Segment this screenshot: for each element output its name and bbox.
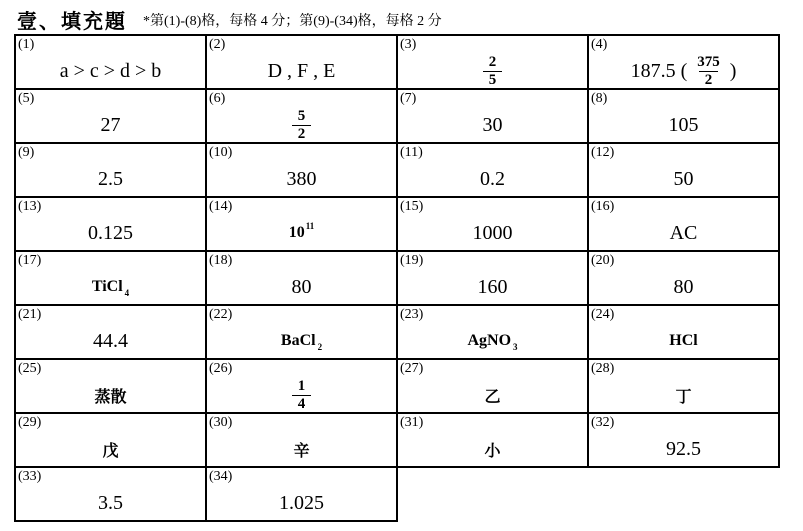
answer-cell-19	[397, 251, 588, 305]
answer-cell-29	[15, 413, 206, 467]
formula-base: TiCl	[91, 278, 123, 295]
answer-table	[14, 34, 780, 522]
cell-answer: 小	[484, 442, 501, 460]
cell-number: (4)	[591, 37, 608, 52]
answer-suffix: )	[729, 59, 737, 82]
answer-cell-1	[15, 35, 206, 89]
cell-number: (10)	[209, 145, 233, 160]
table-row	[15, 467, 779, 521]
fraction	[483, 54, 503, 89]
formula-base: BaCl	[280, 332, 316, 349]
scoring-note: *第(1)-(8)格，每格 4 分；第(9)-(34)格，每格 2 分	[143, 13, 442, 29]
cell-answer: HCl	[669, 332, 698, 349]
cell-answer: 27	[100, 113, 121, 136]
answer-cell-25	[15, 359, 206, 413]
answer-cell-11	[397, 143, 588, 197]
empty-cell	[397, 467, 588, 521]
cell-number: (24)	[591, 307, 615, 322]
answer-cell-18	[206, 251, 397, 305]
cell-answer: 乙	[484, 388, 501, 406]
empty-cell	[588, 467, 779, 521]
cell-number: (7)	[400, 91, 417, 106]
answer-prefix: 187.5 (	[630, 59, 688, 82]
formula-subscript: 4	[124, 288, 130, 298]
cell-number: (20)	[591, 253, 615, 268]
formula-base: AgNO	[467, 332, 512, 349]
cell-number: (27)	[400, 361, 424, 376]
header	[17, 5, 442, 31]
cell-number: (32)	[591, 415, 615, 430]
answer-cell-23	[397, 305, 588, 359]
cell-answer	[398, 324, 587, 358]
table-row	[15, 305, 779, 359]
cell-number: (16)	[591, 199, 615, 214]
answer-cell-14	[206, 197, 397, 251]
fraction	[292, 378, 312, 413]
answer-cell-8	[588, 89, 779, 143]
denominator: 2	[292, 125, 312, 143]
cell-number: (1)	[18, 37, 35, 52]
cell-answer: 1.025	[279, 491, 324, 514]
cell-answer	[207, 216, 396, 250]
table-row	[15, 143, 779, 197]
answer-cell-7	[397, 89, 588, 143]
cell-number: (33)	[18, 469, 42, 484]
numerator: 375	[697, 53, 720, 70]
denominator: 2	[699, 71, 719, 89]
cell-answer	[16, 270, 205, 304]
cell-answer: D , F , E	[267, 59, 336, 82]
answer-cell-5	[15, 89, 206, 143]
answer-cell-32	[588, 413, 779, 467]
cell-answer: 30	[482, 113, 503, 136]
table-row	[15, 35, 779, 89]
answer-cell-17	[15, 251, 206, 305]
cell-answer: a > c > d > b	[59, 59, 162, 82]
answer-cell-6	[206, 89, 397, 143]
cell-answer: 戊	[102, 442, 119, 460]
cell-number: (15)	[400, 199, 424, 214]
cell-number: (12)	[591, 145, 615, 160]
answer-cell-4	[588, 35, 779, 89]
numerator: 1	[297, 377, 306, 394]
cell-number: (17)	[18, 253, 42, 268]
cell-answer	[207, 378, 396, 412]
cell-answer: 1000	[472, 221, 513, 244]
answer-cell-21	[15, 305, 206, 359]
cell-number: (8)	[591, 91, 608, 106]
cell-answer: 2.5	[98, 167, 123, 190]
cell-number: (30)	[209, 415, 233, 430]
answer-cell-9	[15, 143, 206, 197]
cell-answer: 160	[477, 275, 508, 298]
answer-cell-31	[397, 413, 588, 467]
formula-subscript: 2	[317, 342, 323, 352]
fraction	[691, 54, 726, 89]
cell-number: (31)	[400, 415, 424, 430]
answer-cell-15	[397, 197, 588, 251]
answer-cell-30	[206, 413, 397, 467]
cell-number: (9)	[18, 145, 35, 160]
cell-number: (6)	[209, 91, 226, 106]
power-base: 10	[288, 224, 305, 241]
answer-cell-22	[206, 305, 397, 359]
answer-cell-13	[15, 197, 206, 251]
answer-cell-20	[588, 251, 779, 305]
power-exponent: 11	[305, 221, 315, 231]
cell-number: (21)	[18, 307, 42, 322]
cell-number: (29)	[18, 415, 42, 430]
cell-number: (23)	[400, 307, 424, 322]
cell-answer	[207, 324, 396, 358]
cell-answer: 105	[668, 113, 699, 136]
denominator: 5	[483, 71, 503, 89]
cell-number: (25)	[18, 361, 42, 376]
answer-cell-26	[206, 359, 397, 413]
answer-cell-12	[588, 143, 779, 197]
cell-answer: 辛	[293, 442, 310, 460]
cell-answer: 44.4	[93, 329, 128, 352]
cell-number: (19)	[400, 253, 424, 268]
cell-answer: 380	[286, 167, 317, 190]
denominator: 4	[292, 395, 312, 413]
cell-number: (5)	[18, 91, 35, 106]
numerator: 2	[488, 53, 497, 70]
cell-number: (3)	[400, 37, 417, 52]
answer-cell-24	[588, 305, 779, 359]
cell-number: (22)	[209, 307, 233, 322]
table-row	[15, 413, 779, 467]
table-row	[15, 197, 779, 251]
answer-cell-28	[588, 359, 779, 413]
cell-answer: 0.125	[88, 221, 133, 244]
cell-number: (2)	[209, 37, 226, 52]
answer-cell-34	[206, 467, 397, 521]
section-title: 壹、填充題	[17, 11, 127, 33]
cell-answer: 80	[673, 275, 694, 298]
answer-cell-2	[206, 35, 397, 89]
cell-number: (13)	[18, 199, 42, 214]
cell-number: (18)	[209, 253, 233, 268]
table-row	[15, 359, 779, 413]
cell-answer: 50	[673, 167, 694, 190]
cell-answer	[207, 108, 396, 142]
cell-answer	[589, 54, 778, 88]
cell-answer: 80	[291, 275, 312, 298]
cell-number: (26)	[209, 361, 233, 376]
answer-cell-3	[397, 35, 588, 89]
cell-answer: 3.5	[98, 491, 123, 514]
cell-number: (28)	[591, 361, 615, 376]
table-row	[15, 251, 779, 305]
answer-cell-16	[588, 197, 779, 251]
answer-cell-10	[206, 143, 397, 197]
table-row	[15, 89, 779, 143]
answer-cell-33	[15, 467, 206, 521]
cell-answer: 0.2	[480, 167, 505, 190]
cell-answer: 蒸散	[94, 388, 127, 406]
cell-answer: AC	[669, 221, 698, 244]
cell-number: (34)	[209, 469, 233, 484]
cell-answer: 92.5	[666, 437, 701, 460]
cell-answer: 丁	[675, 388, 692, 406]
cell-number: (11)	[400, 145, 423, 160]
cell-answer	[398, 54, 587, 88]
numerator: 5	[297, 107, 306, 124]
cell-number: (14)	[209, 199, 233, 214]
fraction	[292, 108, 312, 143]
answer-cell-27	[397, 359, 588, 413]
formula-subscript: 3	[513, 342, 518, 352]
